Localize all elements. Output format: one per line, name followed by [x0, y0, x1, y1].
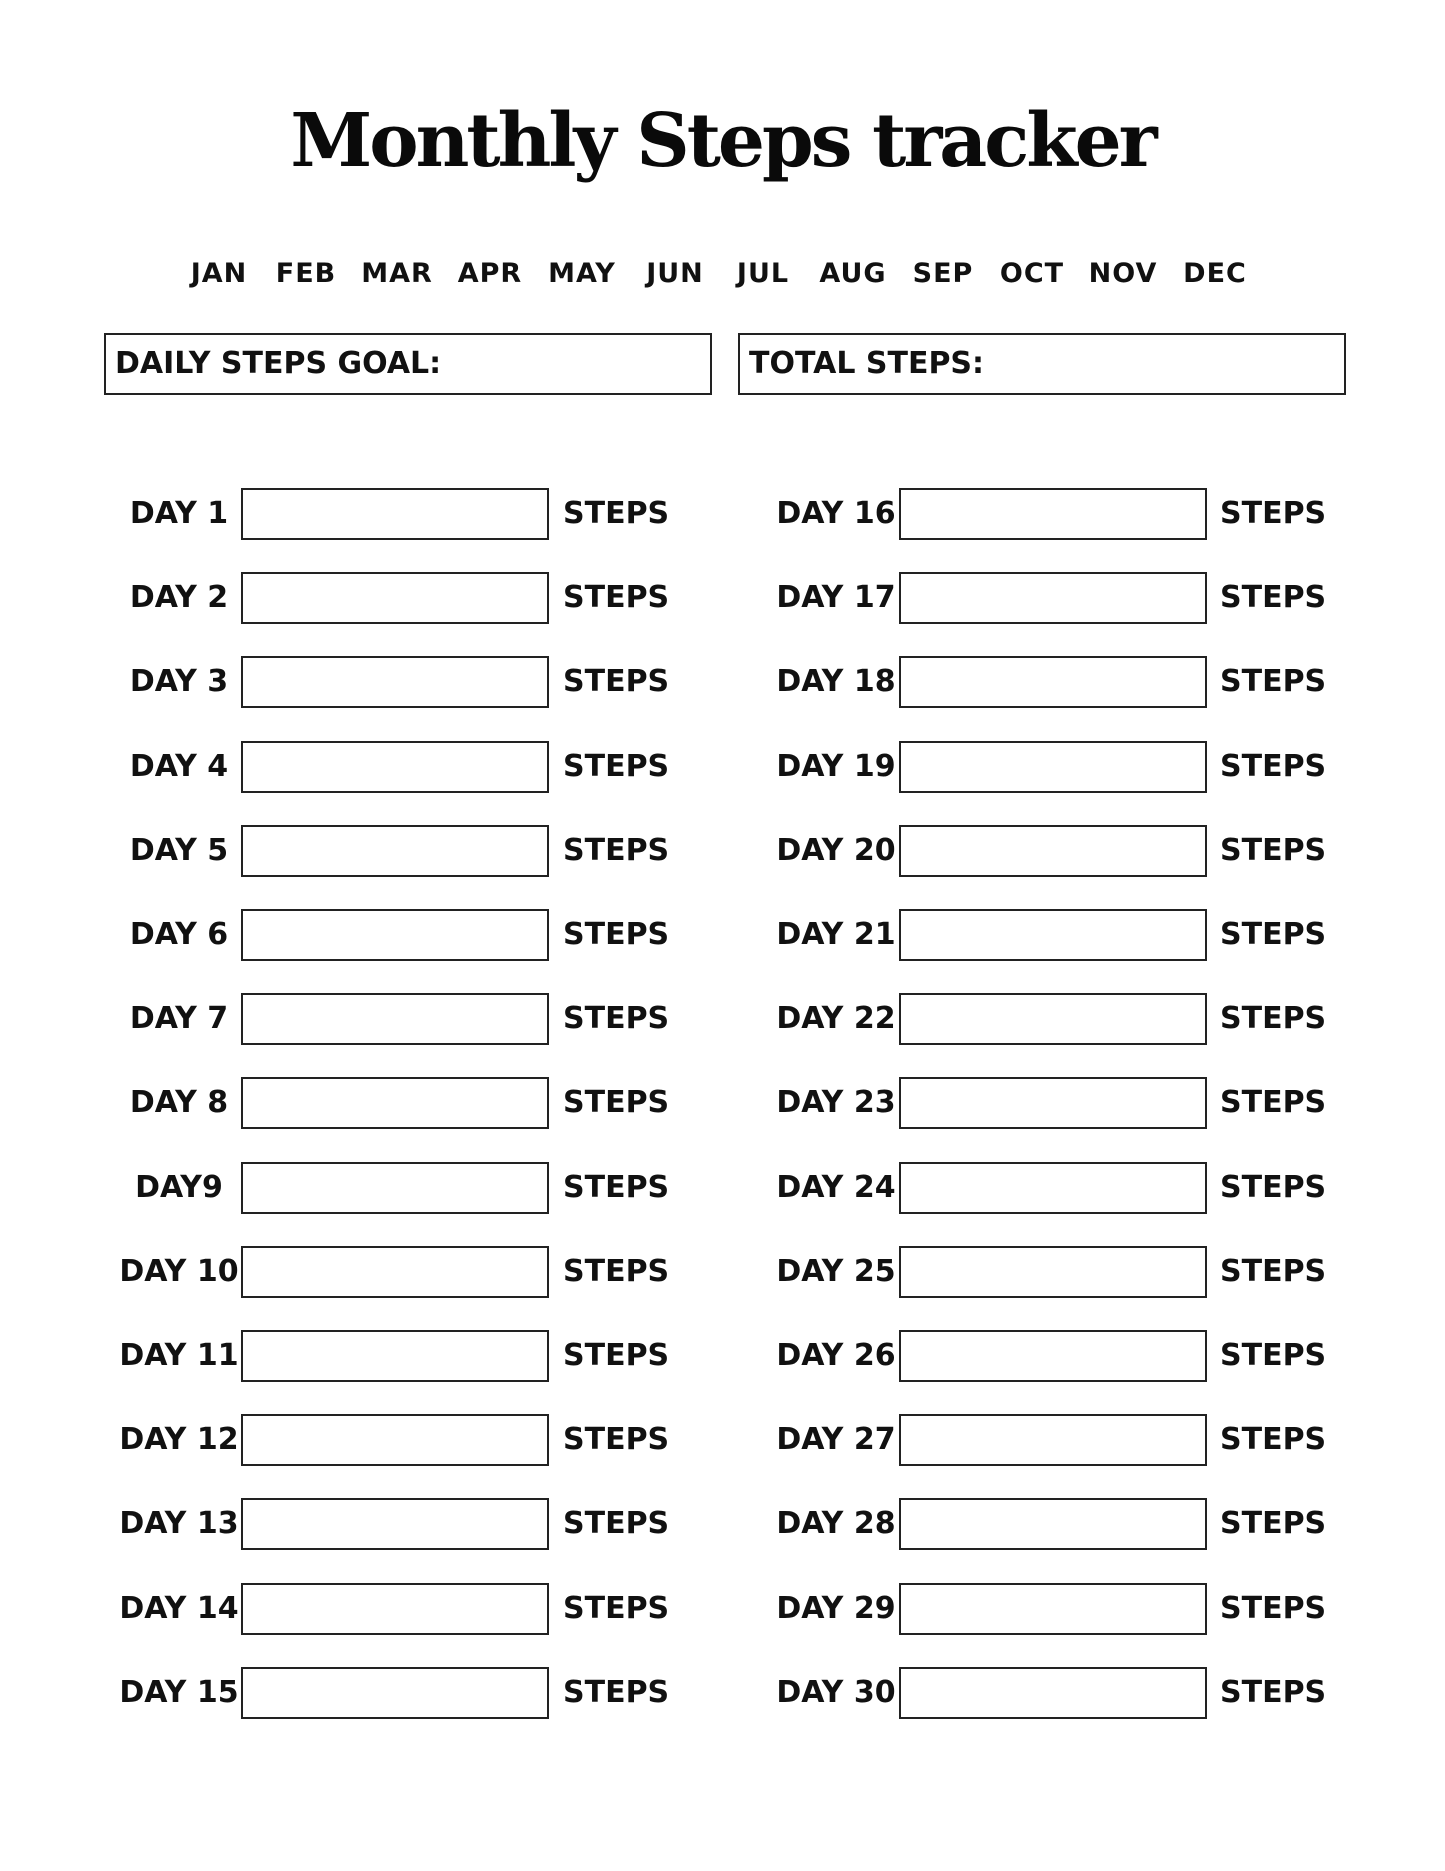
month-aug[interactable]: AUG	[819, 258, 887, 289]
steps-unit-label: STEPS	[563, 496, 670, 531]
day-steps-input[interactable]	[899, 1330, 1207, 1382]
steps-unit-label: STEPS	[1220, 1506, 1327, 1541]
day-label: DAY 16	[776, 496, 896, 531]
steps-unit-label: STEPS	[563, 749, 670, 784]
day-label: DAY 12	[119, 1422, 239, 1457]
steps-unit-label: STEPS	[1220, 1001, 1327, 1036]
steps-unit-label: STEPS	[1220, 664, 1327, 699]
steps-unit-label: STEPS	[563, 917, 670, 952]
day-label: DAY 29	[776, 1591, 896, 1626]
page-title: Monthly Steps tracker	[290, 98, 1155, 184]
steps-unit-label: STEPS	[1220, 1422, 1327, 1457]
day-steps-input[interactable]	[241, 909, 549, 961]
month-jul[interactable]: JUL	[736, 258, 790, 289]
day-label: DAY 27	[776, 1422, 896, 1457]
day-label: DAY 21	[776, 917, 896, 952]
steps-unit-label: STEPS	[1220, 1170, 1327, 1205]
steps-unit-label: STEPS	[1220, 496, 1327, 531]
steps-unit-label: STEPS	[1220, 1591, 1327, 1626]
day-steps-input[interactable]	[899, 825, 1207, 877]
day-label: DAY 6	[129, 917, 229, 952]
day-steps-input[interactable]	[899, 572, 1207, 624]
steps-unit-label: STEPS	[1220, 833, 1327, 868]
day-steps-input[interactable]	[241, 1414, 549, 1466]
day-steps-input[interactable]	[241, 572, 549, 624]
day-steps-input[interactable]	[241, 488, 549, 540]
day-label: DAY 25	[776, 1254, 896, 1289]
day-label: DAY 17	[776, 580, 896, 615]
day-steps-input[interactable]	[241, 1583, 549, 1635]
steps-unit-label: STEPS	[1220, 1254, 1327, 1289]
day-steps-input[interactable]	[899, 1077, 1207, 1129]
day-label: DAY 18	[776, 664, 896, 699]
day-steps-input[interactable]	[899, 1414, 1207, 1466]
day-steps-input[interactable]	[899, 909, 1207, 961]
month-selector	[0, 258, 1445, 294]
steps-unit-label: STEPS	[1220, 1085, 1327, 1120]
day-steps-input[interactable]	[899, 1162, 1207, 1214]
day-label: DAY 11	[119, 1338, 239, 1373]
month-sep[interactable]: SEP	[912, 258, 974, 289]
day-label: DAY 4	[129, 749, 229, 784]
steps-unit-label: STEPS	[563, 664, 670, 699]
day-label: DAY 24	[776, 1170, 896, 1205]
total-steps-field[interactable]	[738, 333, 1346, 395]
daily-steps-goal-field[interactable]	[104, 333, 712, 395]
day-label: DAY 14	[119, 1591, 239, 1626]
steps-unit-label: STEPS	[1220, 580, 1327, 615]
steps-unit-label: STEPS	[563, 1170, 670, 1205]
day-label: DAY 3	[129, 664, 229, 699]
month-mar[interactable]: MAR	[361, 258, 433, 289]
day-steps-input[interactable]	[899, 488, 1207, 540]
steps-unit-label: STEPS	[563, 1506, 670, 1541]
day-steps-input[interactable]	[241, 1246, 549, 1298]
steps-unit-label: STEPS	[563, 1254, 670, 1289]
day-steps-input[interactable]	[241, 656, 549, 708]
steps-unit-label: STEPS	[1220, 1338, 1327, 1373]
day-label: DAY 1	[129, 496, 229, 531]
month-apr[interactable]: APR	[457, 258, 523, 289]
steps-unit-label: STEPS	[563, 580, 670, 615]
day-label: DAY 8	[129, 1085, 229, 1120]
steps-unit-label: STEPS	[563, 833, 670, 868]
steps-unit-label: STEPS	[563, 1001, 670, 1036]
day-label: DAY9	[135, 1170, 223, 1205]
steps-unit-label: STEPS	[563, 1422, 670, 1457]
month-feb[interactable]: FEB	[275, 258, 337, 289]
day-label: DAY 10	[119, 1254, 239, 1289]
day-steps-input[interactable]	[899, 1498, 1207, 1550]
day-label: DAY 20	[776, 833, 896, 868]
day-label: DAY 30	[776, 1675, 896, 1710]
day-label: DAY 5	[129, 833, 229, 868]
steps-unit-label: STEPS	[563, 1675, 670, 1710]
total-steps-label: TOTAL STEPS:	[749, 346, 985, 381]
day-steps-input[interactable]	[241, 1077, 549, 1129]
day-steps-input[interactable]	[899, 656, 1207, 708]
day-steps-input[interactable]	[241, 1162, 549, 1214]
day-label: DAY 22	[776, 1001, 896, 1036]
day-steps-input[interactable]	[241, 825, 549, 877]
month-jun[interactable]: JUN	[646, 258, 704, 289]
day-label: DAY 7	[129, 1001, 229, 1036]
day-label: DAY 28	[776, 1506, 896, 1541]
day-label: DAY 13	[119, 1506, 239, 1541]
day-steps-input[interactable]	[899, 1246, 1207, 1298]
day-steps-input[interactable]	[241, 1667, 549, 1719]
daily-steps-goal-label: DAILY STEPS GOAL:	[115, 346, 442, 381]
day-label: DAY 2	[129, 580, 229, 615]
day-steps-input[interactable]	[241, 1498, 549, 1550]
day-label: DAY 15	[119, 1675, 239, 1710]
day-label: DAY 19	[776, 749, 896, 784]
day-steps-input[interactable]	[899, 741, 1207, 793]
steps-unit-label: STEPS	[1220, 917, 1327, 952]
steps-unit-label: STEPS	[1220, 1675, 1327, 1710]
day-label: DAY 26	[776, 1338, 896, 1373]
steps-unit-label: STEPS	[563, 1085, 670, 1120]
month-nov[interactable]: NOV	[1088, 258, 1158, 289]
day-steps-input[interactable]	[899, 1583, 1207, 1635]
steps-unit-label: STEPS	[563, 1338, 670, 1373]
day-steps-input[interactable]	[241, 993, 549, 1045]
day-steps-input[interactable]	[899, 1667, 1207, 1719]
day-steps-input[interactable]	[241, 741, 549, 793]
month-jan[interactable]: JAN	[190, 258, 248, 289]
month-dec[interactable]: DEC	[1183, 258, 1247, 289]
steps-unit-label: STEPS	[1220, 749, 1327, 784]
day-steps-input[interactable]	[241, 1330, 549, 1382]
month-oct[interactable]: OCT	[999, 258, 1065, 289]
day-steps-input[interactable]	[899, 993, 1207, 1045]
steps-unit-label: STEPS	[563, 1591, 670, 1626]
month-may[interactable]: MAY	[548, 258, 616, 289]
day-label: DAY 23	[776, 1085, 896, 1120]
